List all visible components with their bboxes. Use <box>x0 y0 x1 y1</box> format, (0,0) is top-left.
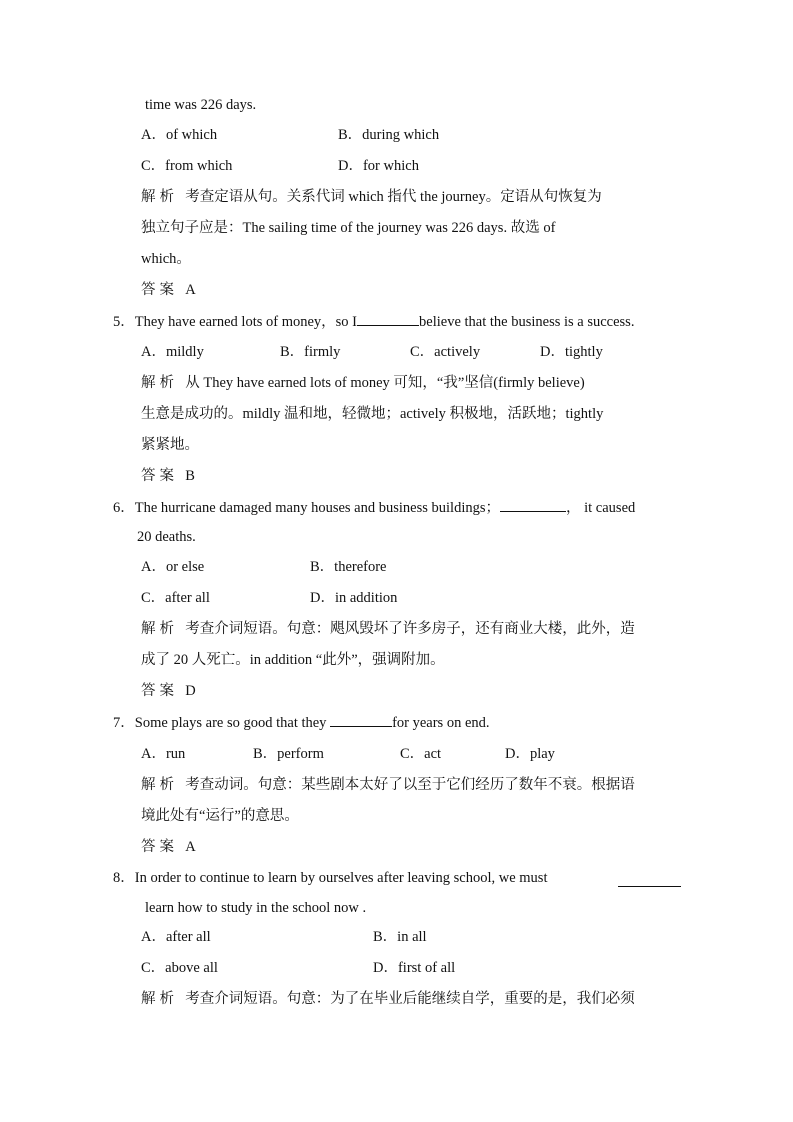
question-4-explanation-line-1 <box>141 187 602 207</box>
answer-label: 答案 <box>141 468 178 484</box>
explanation-text: 从 They have earned lots of money 可知，“我”坚信(firmly believe) <box>185 375 585 391</box>
question-6-option-a: A．or else <box>141 559 205 575</box>
explanation-text: 考查介词短语。句意：飓风毁坏了许多房子，还有商业大楼，此外，造 <box>185 621 635 637</box>
question-8-answer-blank <box>618 872 681 887</box>
question-4-explanation-line-2: 独立句子应是：The sailing time of the journey was 226 days. 故选 of <box>141 220 556 236</box>
question-4-option-a: A．of which <box>141 127 218 143</box>
question-4-stem-continuation: time was 226 days. <box>145 97 257 113</box>
answer-label: 答案 <box>141 683 178 699</box>
question-8-stem <box>113 868 547 888</box>
question-7-option-d: D．play <box>505 746 555 762</box>
question-7-option-c: C．act <box>400 746 442 762</box>
question-8-option-a: A．after all <box>141 929 211 945</box>
question-7-stem <box>113 712 490 733</box>
question-7-explanation-line-1 <box>141 775 635 795</box>
stem-text: ， it caused <box>566 500 636 516</box>
answer-blank <box>500 497 566 512</box>
question-7-option-b: B．perform <box>253 746 324 762</box>
answer-label: 答案 <box>141 839 178 855</box>
question-5-explanation-line-2: 生意是成功的。mildly 温和地，轻微地；actively 积极地，活跃地；tightly <box>141 406 604 422</box>
question-8-explanation-line-1 <box>141 989 635 1009</box>
question-8-option-d: D．first of all <box>373 960 456 976</box>
question-7-explanation-line-2: 境此处有“运行”的意思。 <box>141 808 299 824</box>
question-7-option-a: A．run <box>141 746 186 762</box>
question-number: 5． <box>113 314 135 330</box>
explanation-label: 解析 <box>141 991 178 1007</box>
answer-value: A <box>185 282 196 298</box>
question-7-answer <box>141 837 196 857</box>
explanation-text: 考查定语从句。关系代词 which 指代 the journey。定语从句恢复为 <box>185 189 602 205</box>
answer-value: A <box>185 839 196 855</box>
answer-value: D <box>185 683 196 699</box>
question-4-option-c: C．from which <box>141 158 233 174</box>
question-5-answer <box>141 466 195 486</box>
answer-label: 答案 <box>141 282 178 298</box>
answer-value: B <box>185 468 195 484</box>
question-4-explanation-line-3: which。 <box>141 251 191 267</box>
question-6-explanation-line-2: 成了 20 人死亡。in addition “此外”，强调附加。 <box>141 652 445 668</box>
explanation-label: 解析 <box>141 375 178 391</box>
explanation-label: 解析 <box>141 189 178 205</box>
question-4-answer <box>141 280 196 300</box>
question-4-option-b: B．during which <box>338 127 440 143</box>
question-number: 6． <box>113 500 135 516</box>
question-8-stem-continuation: learn how to study in the school now . <box>145 900 367 916</box>
question-6-stem-continuation: 20 deaths. <box>137 529 196 545</box>
question-5-option-c: C．actively <box>410 344 481 360</box>
question-5-stem <box>113 311 634 332</box>
explanation-text: 考查介词短语。句意：为了在毕业后能继续自学，重要的是，我们必须 <box>185 991 635 1007</box>
answer-blank <box>357 311 419 326</box>
stem-text: believe that the business is a success. <box>419 314 635 330</box>
question-6-option-c: C．after all <box>141 590 210 606</box>
question-6-explanation-line-1 <box>141 619 635 639</box>
question-number: 7． <box>113 715 135 731</box>
question-8-option-b: B．in all <box>373 929 427 945</box>
question-6-stem <box>113 497 635 518</box>
question-6-answer <box>141 681 196 701</box>
explanation-label: 解析 <box>141 777 178 793</box>
question-number: 8． <box>113 870 135 886</box>
question-6-option-b: B．therefore <box>310 559 387 575</box>
stem-text: The hurricane damaged many houses and business buildings； <box>134 500 500 516</box>
answer-blank <box>330 712 392 727</box>
question-4-option-d: D．for which <box>338 158 419 174</box>
explanation-label: 解析 <box>141 621 178 637</box>
question-5-option-d: D．tightly <box>540 344 603 360</box>
question-5-explanation-line-1 <box>141 373 585 393</box>
question-5-explanation-line-3: 紧紧地。 <box>141 437 199 453</box>
question-5-option-a: A．mildly <box>141 344 204 360</box>
stem-text: They have earned lots of money，so I <box>134 314 358 330</box>
stem-text: Some plays are so good that they <box>134 715 331 731</box>
question-5-option-b: B．firmly <box>280 344 341 360</box>
stem-text: for years on end. <box>392 715 490 731</box>
question-8-option-c: C．above all <box>141 960 218 976</box>
question-6-option-d: D．in addition <box>310 590 398 606</box>
explanation-text: 考查动词。句意：某些剧本太好了以至于它们经历了数年不衰。根据语 <box>185 777 635 793</box>
stem-text: In order to continue to learn by ourselves after leaving school, we must <box>134 870 548 886</box>
